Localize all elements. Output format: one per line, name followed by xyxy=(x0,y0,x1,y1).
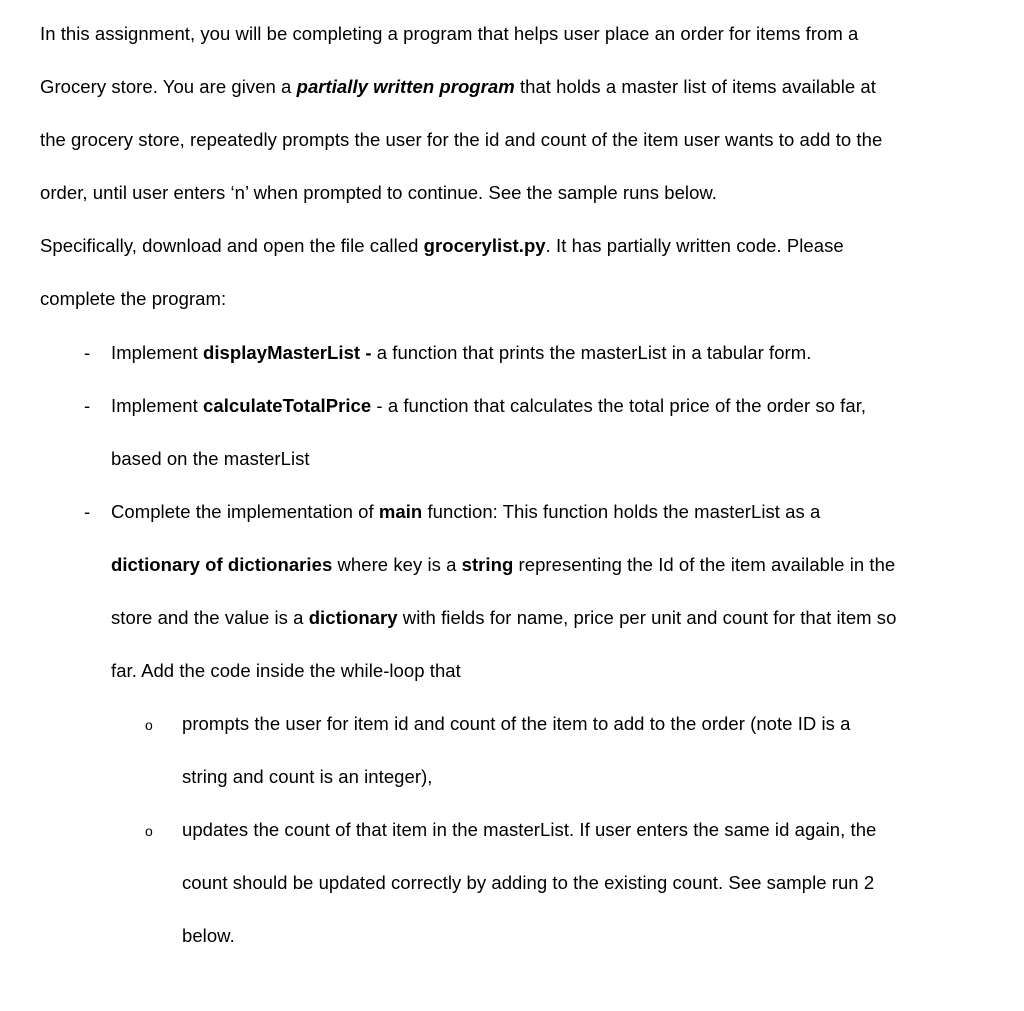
bullet-text: based on the masterList xyxy=(111,448,310,469)
specific-text: Specifically, download and open the file called xyxy=(40,235,424,256)
sub-bullet-2-line-1 xyxy=(182,819,876,841)
specific-line-2 xyxy=(40,288,226,310)
intro-text: that holds a master list of items available at xyxy=(514,76,876,97)
emphasis-text: dictionary of dictionaries xyxy=(111,554,333,575)
function-name: calculateTotalPrice xyxy=(203,395,372,416)
emphasis-text: dictionary xyxy=(308,607,398,628)
intro-line-4 xyxy=(40,182,717,204)
sub-bullet-2-line-3 xyxy=(182,925,235,947)
emphasis-text: string xyxy=(461,554,514,575)
sub-bullet-text: string and count is an integer), xyxy=(182,766,433,787)
bullet-text: representing the Id of the item available in the xyxy=(513,554,896,575)
sub-bullet-1-line-2 xyxy=(182,766,432,788)
bullet-2-line-2 xyxy=(111,448,310,470)
sub-bullet-text: prompts the user for item id and count of the item to add to the order (note ID is a xyxy=(182,713,851,734)
intro-line-1 xyxy=(40,23,858,45)
bullet-text: far. Add the code inside the while-loop that xyxy=(111,660,461,681)
bullet-text: function: This function holds the masterList as a xyxy=(422,501,821,522)
bullet-text: Implement xyxy=(111,342,204,363)
sub-bullet-marker: o xyxy=(145,717,153,733)
intro-line-2 xyxy=(40,76,876,98)
bullet-text: a function that prints the masterList in a tabular form. xyxy=(376,342,812,363)
bullet-text: Implement xyxy=(111,395,204,416)
intro-text: order, until user enters ‘n’ when prompted to continue. See the sample runs below. xyxy=(40,182,718,203)
intro-text: Grocery store. You are given a xyxy=(40,76,297,97)
bullet-3-line-2 xyxy=(111,554,895,576)
bullet-text: - a function that calculates the total price of the order so far, xyxy=(371,395,867,416)
sub-bullet-2-line-2 xyxy=(182,872,874,894)
bullet-3-line-3 xyxy=(111,607,896,629)
sub-bullet-marker: o xyxy=(145,823,153,839)
bullet-1-line-1 xyxy=(111,342,811,364)
bullet-text: where key is a xyxy=(332,554,462,575)
intro-text: In this assignment, you will be completing a program that helps user place an order for items from a xyxy=(40,23,859,44)
specific-text: complete the program: xyxy=(40,288,227,309)
intro-text: the grocery store, repeatedly prompts the user for the id and count of the item user wants to add to the xyxy=(40,129,883,150)
sub-bullet-text: updates the count of that item in the masterList. If user enters the same id again, the xyxy=(182,819,877,840)
bullet-marker: - xyxy=(84,395,91,416)
sub-bullet-text: count should be updated correctly by adding to the existing count. See sample run 2 xyxy=(182,872,875,893)
emphasis-text: partially written program xyxy=(296,76,515,97)
bullet-text: with fields for name, price per unit and count for that item so xyxy=(397,607,897,628)
bullet-text: store and the value is a xyxy=(111,607,309,628)
bullet-marker: - xyxy=(84,342,91,363)
sub-bullet-text: below. xyxy=(182,925,235,946)
bullet-3-line-1 xyxy=(111,501,820,523)
specific-line-1 xyxy=(40,235,844,257)
sub-bullet-1-line-1 xyxy=(182,713,851,735)
bullet-marker: - xyxy=(84,501,91,522)
specific-text: . It has partially written code. Please xyxy=(545,235,844,256)
intro-line-3 xyxy=(40,129,882,151)
bullet-text: Complete the implementation of xyxy=(111,501,379,522)
bullet-2-line-1 xyxy=(111,395,866,417)
filename-text: grocerylist.py xyxy=(423,235,546,256)
function-name: main xyxy=(378,501,423,522)
bullet-3-line-4 xyxy=(111,660,461,682)
bullet-separator: - xyxy=(360,342,377,363)
function-name: displayMasterList xyxy=(203,342,361,363)
